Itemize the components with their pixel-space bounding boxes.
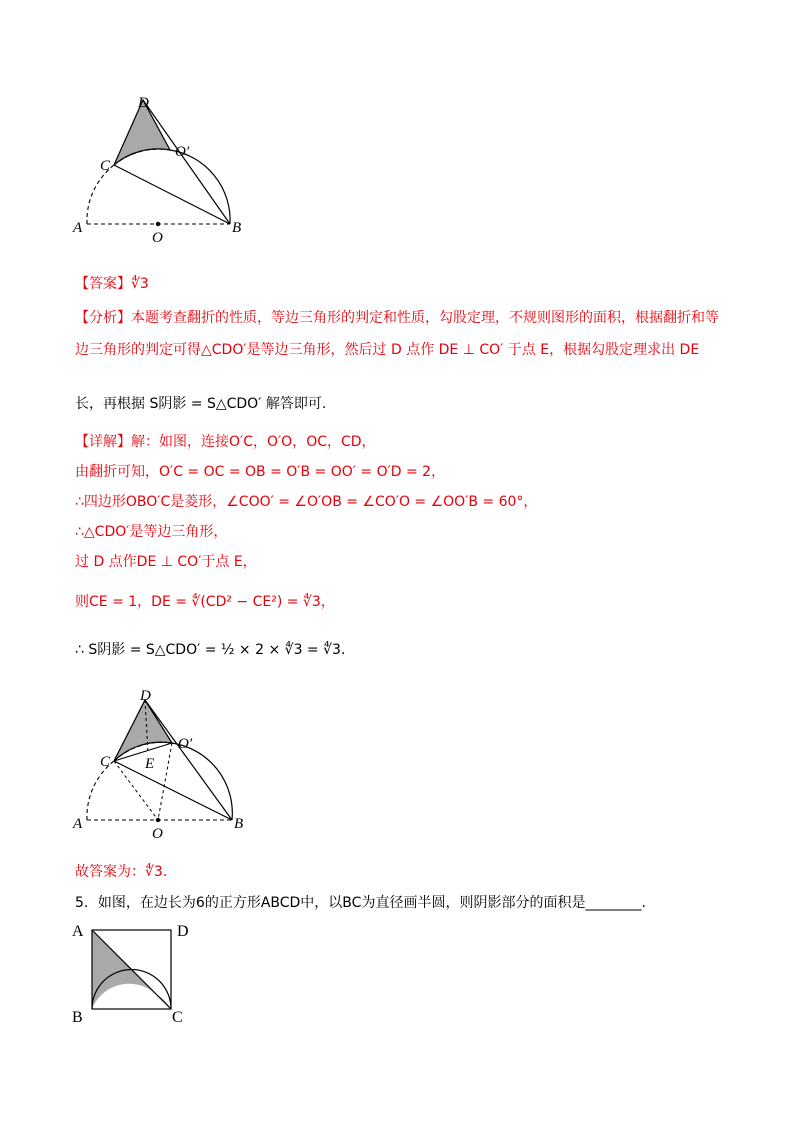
label-a: A <box>73 220 83 236</box>
label-c: C <box>100 754 111 770</box>
segment-cb <box>114 761 232 820</box>
figure-3-square-diagram <box>66 918 206 1028</box>
answer-tag: 【答案】 <box>75 276 131 292</box>
solution-line-5: 过 D 点作DE ⊥ CO′于点 E， <box>75 554 257 570</box>
solution-line-6: 则CE = 1，DE = ∜(CD² − CE²) = ∜3， <box>75 594 335 610</box>
center-point-o <box>156 818 160 822</box>
label-b: B <box>234 816 244 832</box>
label-c: C <box>100 158 111 174</box>
shaded-region <box>92 930 156 1009</box>
label-c: C <box>172 1009 183 1026</box>
label-o-prime: O′ <box>175 144 190 160</box>
solid-arc <box>170 150 230 224</box>
problem-5-text: 5．如图，在边长为6的正方形ABCD中，以BC为直径画半圆，则阴影部分的面积是________. <box>75 895 646 911</box>
label-a: A <box>72 923 84 940</box>
label-d: D <box>177 923 189 940</box>
figure-2-diagram <box>60 686 280 846</box>
solution-line-4: ∴△CDO′是等边三角形， <box>75 524 228 540</box>
analysis-line-1: 【分析】本题考查翻折的性质，等边三角形的判定和性质，勾股定理，不规则图形的面积，根据翻折和等 <box>75 310 719 326</box>
answer-line <box>75 274 149 294</box>
final-answer: 故答案为：∜3. <box>75 864 168 880</box>
solution-line-3: ∴四边形OBO′C是菱形，∠COO′ = ∠O′OB = ∠CO′O = ∠OO′B = 60°， <box>75 494 538 510</box>
solution-line-7: ∴ S阴影 = S△CDO′ = ½ × 2 × ∜3 = ∜3. <box>75 642 346 658</box>
label-o: O <box>152 826 163 842</box>
segment-db <box>145 700 232 820</box>
analysis-line-3: 长，再根据 S阴影 = S△CDO′ 解答即可. <box>75 396 327 412</box>
label-o: O <box>152 230 163 246</box>
figure-1-diagram <box>60 90 280 250</box>
segment-o-o-prime-dashed <box>158 743 172 820</box>
label-d: D <box>140 688 151 704</box>
answer-value: ∜3 <box>131 276 149 292</box>
label-d: D <box>138 95 149 111</box>
segment-db <box>143 100 230 224</box>
solution-line-1: 【详解】解：如图，连接O′C，O′O，OC，CD， <box>75 434 376 450</box>
label-b: B <box>72 1009 83 1026</box>
solution-line-2: 由翻折可知，O′C = OC = OB = O′B = OO′ = O′D = 2， <box>75 464 446 480</box>
label-e: E <box>145 756 155 772</box>
label-o-prime: O′ <box>178 736 193 752</box>
analysis-line-2: 边三角形的判定可得△CDO′是等边三角形，然后过 D 点作 DE ⊥ CO′ 于点 E，根据勾股定理求出 DE <box>75 342 700 358</box>
label-a: A <box>73 816 83 832</box>
label-b: B <box>232 220 242 236</box>
center-point-o <box>156 222 160 226</box>
